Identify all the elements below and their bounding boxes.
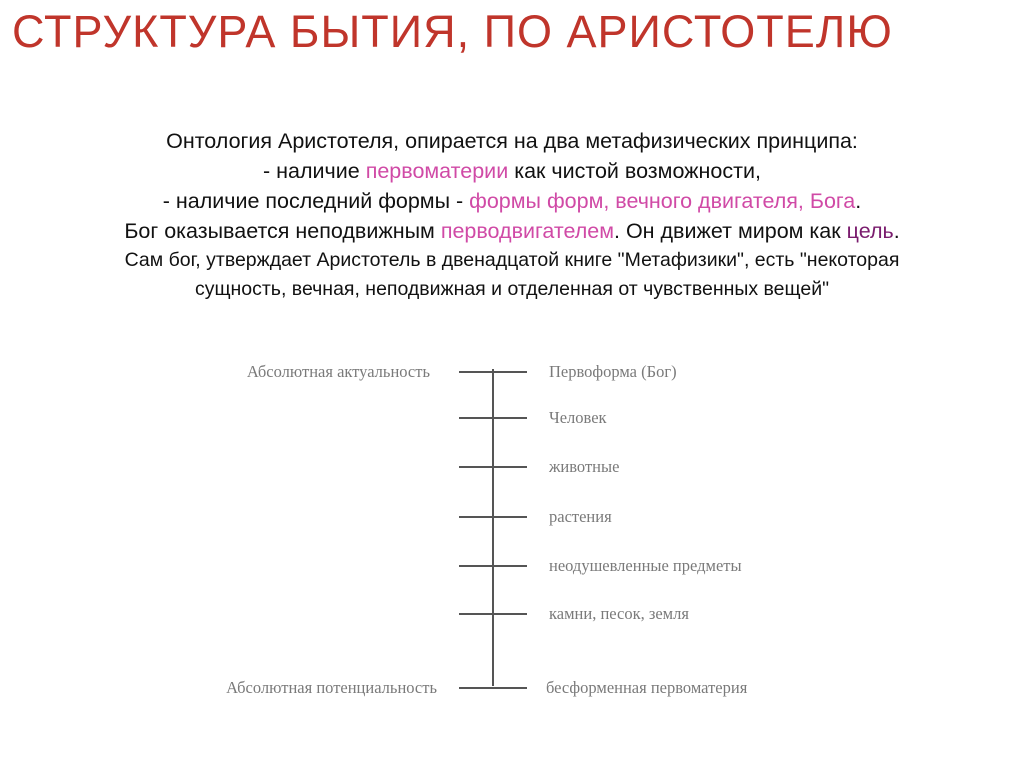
level-label-1: Первоформа (Бог) (549, 362, 677, 381)
level-label-3: животные (549, 457, 620, 476)
intro-line-5-text: Сам бог, утверждает Аристотель в двенадцатой книге "Метафизики", есть "некоторая (124, 249, 900, 271)
slide-title: СТРУКТУРА БЫТИЯ, ПО АРИСТОТЕЛЮ (12, 6, 893, 57)
intro-line-4-mid: . Он движет миром как (614, 219, 847, 243)
highlight-primary-matter: первоматерии (365, 159, 509, 183)
level-label-4: растения (549, 507, 612, 526)
intro-line-2-post: как чистой возможности, (508, 159, 761, 183)
intro-line-2-pre: - наличие (263, 159, 366, 183)
intro-line-4-post: . (893, 219, 900, 243)
highlight-prime-mover: перводвигателем (440, 219, 614, 243)
level-label-2: Человек (549, 408, 607, 427)
intro-line-3-post: . (855, 189, 862, 213)
highlight-goal: цель (846, 219, 894, 243)
level-label-6: камни, песок, земля (549, 604, 689, 623)
level-label-7: бесформенная первоматерия (546, 678, 748, 697)
intro-line-3-pre: - наличие последний формы - (162, 189, 470, 213)
label-absolute-potentiality: Абсолютная потенциальность (226, 678, 437, 697)
intro-line-1-text: Онтология Аристотеля, опирается на два метафизических принципа: (166, 129, 858, 153)
intro-line-6-text: сущность, вечная, неподвижная и отделенная от чувственных вещей" (194, 278, 830, 300)
label-absolute-actuality: Абсолютная актуальность (246, 362, 430, 381)
highlight-form-of-forms: формы форм, вечного двигателя, Бога (469, 189, 856, 213)
intro-line-4-pre: Бог оказывается неподвижным (124, 219, 441, 243)
level-label-5: неодушевленные предметы (549, 556, 742, 575)
